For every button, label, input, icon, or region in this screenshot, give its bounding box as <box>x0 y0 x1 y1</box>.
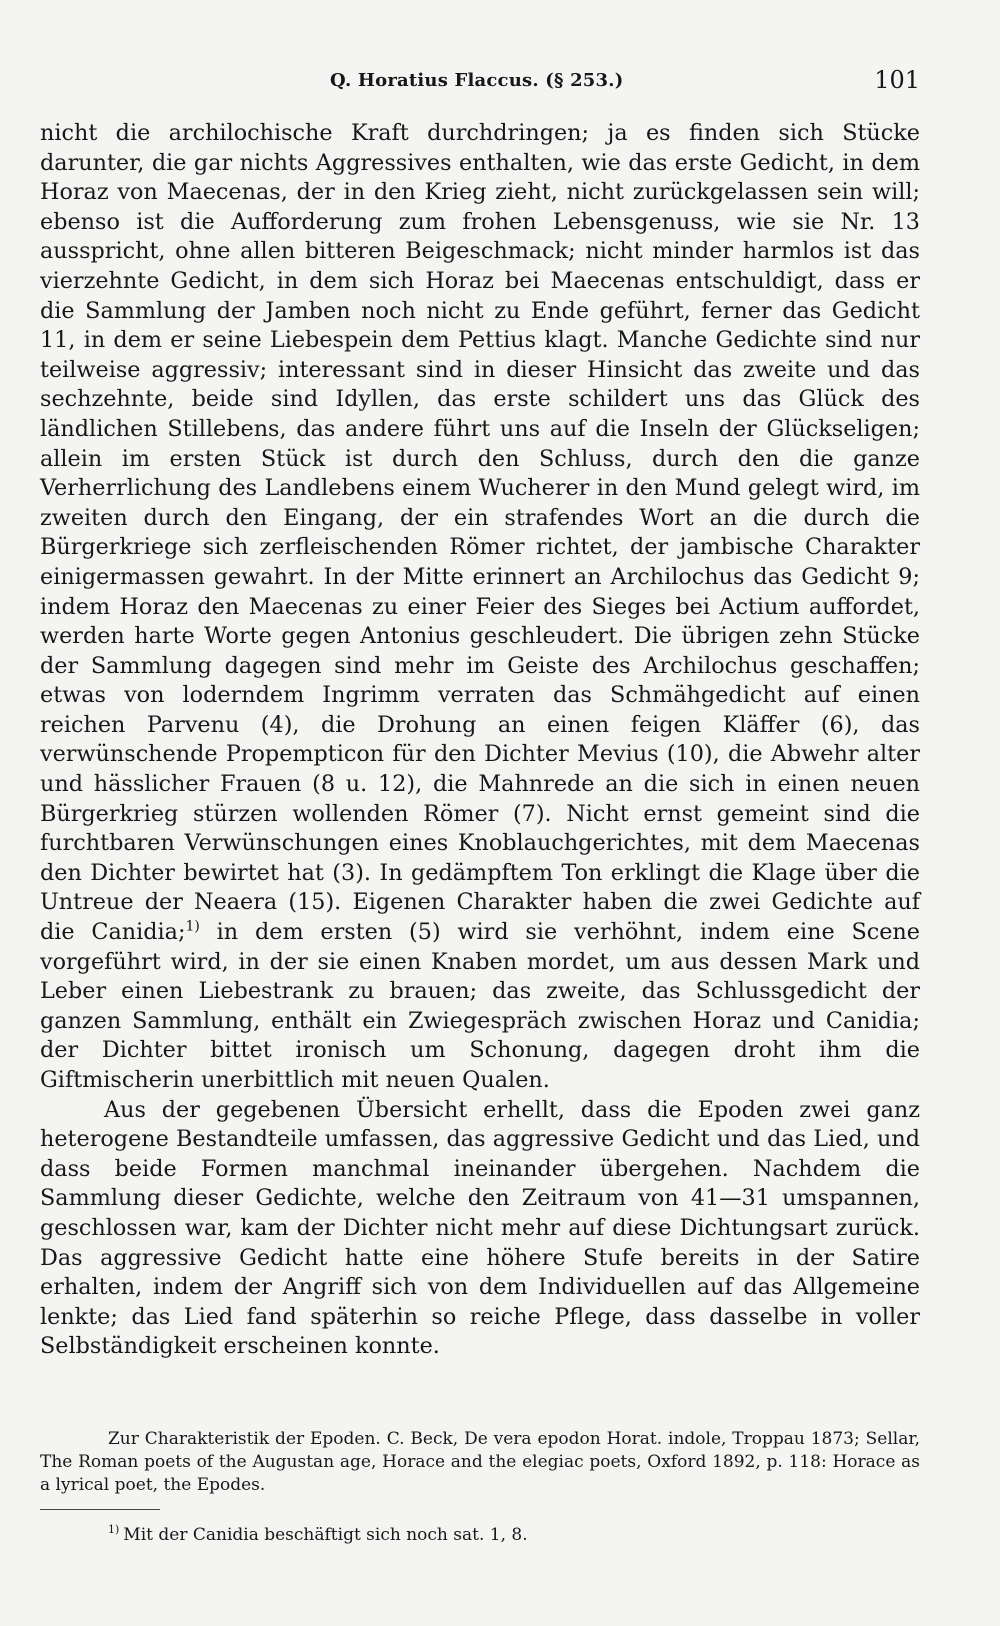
paragraph-2: Aus der gegebenen Übersicht erhellt, dass die Epoden zwei ganz heterogene Bestandteile umfassen, das aggressive Gedicht und das Lied, und dass beide Formen manchmal ineinander übergehen. Nachdem die Sammlung dieser Gedichte, welche den Zeitraum von 41—31 umspannen, geschlossen war, kam der Dichter nicht mehr auf diese Dichtungsart zurück. Das aggressive Gedicht hatte eine höhere Stufe bereits in der Satire erhalten, indem der Angriff sich von dem Individuellen auf das Allgemeine lenkte; das Lied fand späterhin so reiche Pflege, dass dasselbe in voller Selbständigkeit erscheinen konnte. <box>40 1096 920 1360</box>
bibliography-text: Zur Charakteristik der Epoden. C. Beck, De vera epodon Horat. indole, Troppau 1873; Sellar, The Roman poets of the Augustan age, Horace and the elegiac poets, Oxford 1892, p. 118: Horace as a lyrical poet, the Epodes. <box>40 1429 920 1495</box>
paragraph-1-text-after-note: in dem ersten (5) wird sie verhöhnt, indem eine Scene vorgeführt wird, in der sie einen Knaben mordet, um aus dessen Mark und Leber einen Liebestrank zu brauen; das zweite, das Schlussgedicht der ganzen Sammlung, enthält ein Zwiegespräch zwischen Horaz und Canidia; der Dichter bittet ironisch um Schonung, dagegen droht ihm die Giftmischerin unerbittlich mit neuen Qualen. <box>40 919 920 1093</box>
bibliography-note <box>40 1428 920 1497</box>
paragraph-1-text-before-note: nicht die archilochische Kraft durchdringen; ja es finden sich Stücke darunter, die gar nichts Aggressives enthalten, wie das erste Gedicht, in dem Horaz von Maecenas, der in den Krieg zieht, nicht zurückgelassen sein will; ebenso ist die Aufforderung zum frohen Lebensgenuss, wie sie Nr. 13 ausspricht, ohne allen bitteren Beigeschmack; nicht minder harmlos ist das vierzehnte Gedicht, in dem sich Horaz bei Maecenas entschuldigt, dass er die Sammlung der Jamben noch nicht zu Ende geführt, ferner das Gedicht 11, in dem er seine Liebespein dem Pettius klagt. Manche Gedichte sind nur teilweise aggressiv; interessant sind in dieser Hinsicht das zweite und das sechzehnte, beide sind Idyllen, das erste schildert uns das Glück des ländlichen Stillebens, das andere führt uns auf die Inseln der Glückseligen; allein im ersten Stück ist durch den Schluss, durch den die ganze Verherrlichung des Landlebens einem Wucherer in den Mund gelegt wird, im zweiten durch den Eingang, der ein strafendes Wort an die durch die Bürgerkriege sich zerfleischenden Römer richtet, der jambische Charakter einigermassen gewahrt. In der Mitte erinnert an Archilochus das Gedicht 9; indem Horaz den Maecenas zu einer Feier des Sieges bei Actium auffordet, werden harte Worte gegen Antonius geschleudert. Die übrigen zehn Stücke der Sammlung dagegen sind mehr im Geiste des Archilochus geschaffen; etwas von loderndem Ingrimm verraten das Schmähgedicht auf einen reichen Parvenu (4), die Drohung an einen feigen Kläffer (6), das verwünschende Propempticon für den Dichter Mevius (10), die Abwehr alter und hässlicher Frauen (8 u. 12), die Mahnrede an die sich in einen neuen Bürgerkrieg stürzen wollenden Römer (7). Nicht ernst gemeint sind die furchtbaren Verwünschungen eines Knoblauchgerichtes, mit dem Maecenas den Dichter bewirtet hat (3). In gedämpftem Ton erklingt die Klage über die Untreue der Neaera (15). Eigenen Charakter haben die zwei Gedichte auf die Canidia; <box>40 120 920 946</box>
paragraph-1 <box>40 119 920 1096</box>
footnote-reference: 1) <box>185 918 200 935</box>
footnote-text: Mit der Canidia beschäftigt sich noch sat. 1, 8. <box>123 1525 528 1545</box>
page-number: 101 <box>874 66 920 94</box>
footnote-rule <box>40 1509 160 1510</box>
running-head <box>40 62 920 98</box>
main-text <box>40 119 920 1362</box>
footnote <box>108 1523 868 1547</box>
footnote-marker: 1) <box>108 1523 120 1537</box>
running-head-title: Q. Horatius Flaccus. (§ 253.) <box>330 70 624 91</box>
